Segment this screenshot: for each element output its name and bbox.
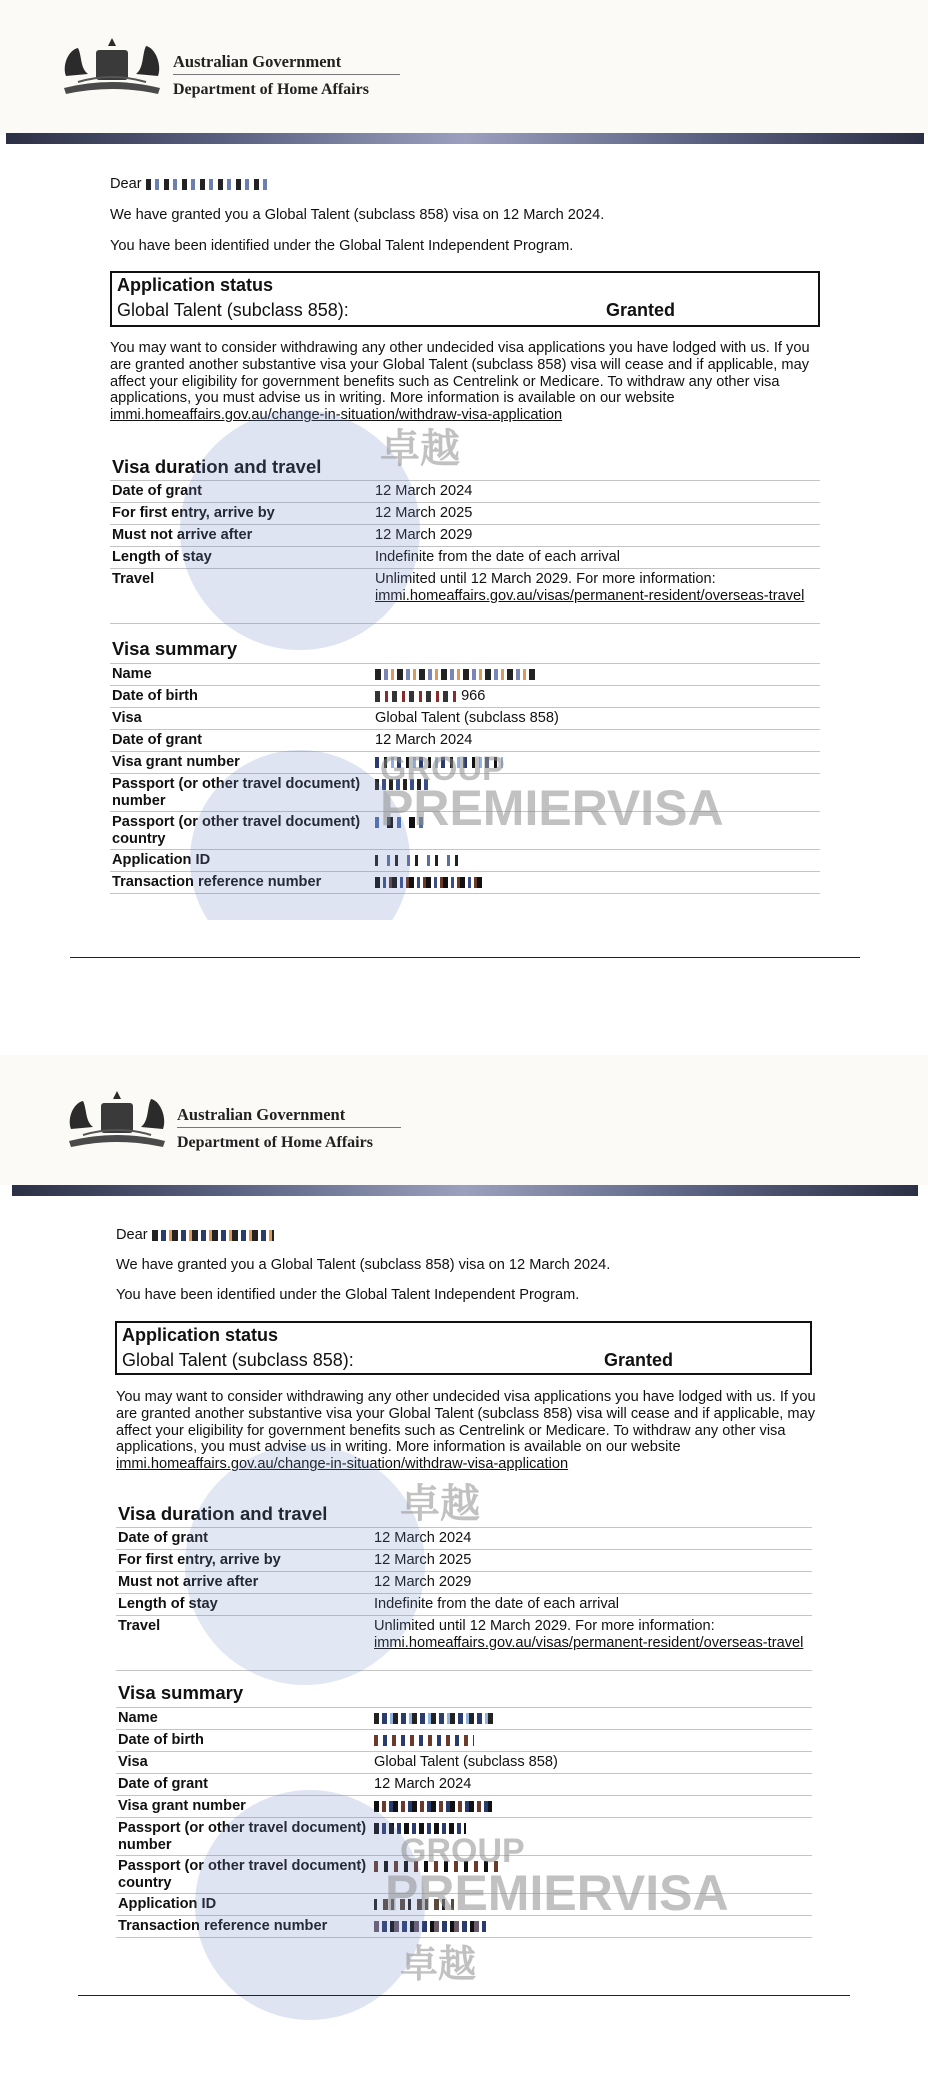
department-title: Department of Home Affairs: [173, 81, 369, 98]
table-row: Transaction reference number: [110, 871, 820, 894]
status-title: Application status: [122, 1325, 279, 1345]
withdraw-link[interactable]: immi.homeaffairs.gov.au/change-in-situation/withdraw-visa-application: [116, 1456, 569, 1473]
header-divider: [173, 74, 400, 75]
table-row: Passport (or other travel document) country: [110, 811, 820, 849]
table-row: Passport (or other travel document) number: [110, 773, 820, 811]
table-row: For first entry, arrive by 12 March 2025: [116, 1549, 812, 1571]
intro-grant: We have granted you a Global Talent (subclass 858) visa on 12 March 2024.: [110, 207, 605, 223]
watermark-premiervisa: PREMIERVISA: [380, 780, 724, 836]
header-band: [12, 1185, 918, 1196]
watermark-group: GROUP: [380, 750, 505, 788]
letter-header: [0, 1055, 928, 1185]
table-row: Must not arrive after 12 March 2029: [116, 1571, 812, 1593]
status-value: Granted: [604, 1350, 674, 1370]
redacted-value: [374, 1735, 474, 1746]
withdraw-paragraph: You may want to consider withdrawing any other undecided visa applications you have lodged with us. If you are granted another substantive visa your Global Talent (subclass 858) visa will cease and if applicable, may affect your eligibility for government benefits such as Centrelink or Medicare. To withdraw any other visa applications, you must advise us in writing. More information is available on our website immi.homeaffairs.gov.au/change-in-situation/withdraw-visa-application: [116, 1389, 816, 1473]
summary-title: Visa summary: [112, 638, 238, 659]
redacted-name: [152, 1230, 274, 1241]
application-status-box: [115, 1321, 812, 1375]
department-title: Department of Home Affairs: [177, 1134, 373, 1151]
redacted-value: [374, 1921, 486, 1932]
watermark-group: GROUP: [400, 1832, 525, 1870]
page-end-rule: [70, 957, 860, 958]
table-row: Must not arrive after 12 March 2029: [110, 524, 820, 546]
duration-title: Visa duration and travel: [118, 1503, 328, 1524]
summary-table: [110, 663, 820, 894]
redacted-value: [375, 877, 485, 888]
summary-title: Visa summary: [118, 1682, 244, 1703]
redacted-value: [375, 855, 467, 866]
withdraw-paragraph: You may want to consider withdrawing any other undecided visa applications you have lodged with us. If you are granted another substantive visa your Global Talent (subclass 858) visa will cease and if applicable, may affect your eligibility for government benefits such as Centrelink or Medicare. To withdraw any other visa applications, you must advise us in writing. More information is available on our website immi.homeaffairs.gov.au/change-in-situation/withdraw-visa-application: [110, 340, 810, 424]
table-row: Visa Global Talent (subclass 858): [110, 707, 820, 729]
table-row: Visa Global Talent (subclass 858): [116, 1751, 812, 1773]
status-label: Global Talent (subclass 858):: [122, 1350, 354, 1370]
duration-title: Visa duration and travel: [112, 456, 322, 477]
table-row: Date of grant 12 March 2024: [110, 480, 820, 502]
table-row: Name: [116, 1707, 812, 1729]
intro-program: You have been identified under the Global Talent Independent Program.: [110, 238, 574, 254]
redacted-value: [374, 1899, 454, 1910]
duration-table: [110, 480, 820, 624]
table-row: Length of stay Indefinite from the date of each arrival: [110, 546, 820, 568]
intro-program: You have been identified under the Global Talent Independent Program.: [116, 1287, 580, 1303]
withdraw-link[interactable]: immi.homeaffairs.gov.au/change-in-situation/withdraw-visa-application: [110, 407, 563, 424]
overseas-travel-link[interactable]: immi.homeaffairs.gov.au/visas/permanent-resident/overseas-travel: [374, 1634, 804, 1651]
table-row: Application ID: [116, 1893, 812, 1915]
status-title: Application status: [117, 275, 274, 295]
table-row: Travel Unlimited until 12 March 2029. For more information: immi.homeaffairs.gov.au/visas/permanent-resident/overseas-travel: [116, 1615, 812, 1671]
redacted-value: [375, 691, 457, 702]
application-status-box: [110, 271, 820, 327]
header-divider: [177, 1127, 401, 1128]
redacted-value: [375, 757, 503, 768]
table-row: For first entry, arrive by 12 March 2025: [110, 502, 820, 524]
redacted-value: [374, 1823, 466, 1834]
table-row: Application ID: [110, 849, 820, 871]
table-row: Date of grant 12 March 2024: [116, 1527, 812, 1549]
coat-of-arms-logo: [63, 1089, 171, 1151]
watermark-premiervisa: PREMIERVISA: [385, 1865, 729, 1921]
table-row: Date of grant 12 March 2024: [110, 729, 820, 751]
table-row: Travel Unlimited until 12 March 2029. For more information: immi.homeaffairs.gov.au/visas/permanent-resident/overseas-travel: [110, 568, 820, 624]
redacted-value: [374, 1801, 492, 1812]
watermark-cn-lower: 卓越: [400, 1944, 477, 1986]
status-label: Global Talent (subclass 858):: [117, 300, 349, 320]
page-end-rule: [78, 1995, 850, 1996]
table-row: Name: [110, 663, 820, 685]
letter-header: [0, 0, 928, 135]
table-row: Transaction reference number: [116, 1915, 812, 1938]
greeting: Dear: [116, 1227, 274, 1244]
header-band: [6, 133, 924, 144]
redacted-value: [375, 817, 429, 828]
table-row: Date of birth 966: [110, 685, 820, 707]
table-row: Date of birth: [116, 1729, 812, 1751]
overseas-travel-link[interactable]: immi.homeaffairs.gov.au/visas/permanent-resident/overseas-travel: [375, 587, 805, 604]
redacted-name: [146, 179, 272, 190]
greeting: Dear: [110, 176, 272, 193]
table-row: Length of stay Indefinite from the date of each arrival: [116, 1593, 812, 1615]
summary-table: [116, 1707, 812, 1938]
table-row: Visa grant number: [116, 1795, 812, 1817]
table-row: Passport (or other travel document) country: [116, 1855, 812, 1893]
table-row: Passport (or other travel document) number: [116, 1817, 812, 1855]
watermark-cn: 卓越: [400, 1482, 480, 1526]
duration-table: [116, 1527, 812, 1671]
intro-grant: We have granted you a Global Talent (subclass 858) visa on 12 March 2024.: [116, 1257, 611, 1273]
table-row: Date of grant 12 March 2024: [116, 1773, 812, 1795]
gov-title: Australian Government: [177, 1105, 346, 1124]
redacted-value: [375, 669, 537, 680]
status-value: Granted: [606, 300, 676, 320]
watermark-cn: 卓越: [380, 427, 460, 471]
coat-of-arms-logo: [58, 36, 166, 98]
table-row: Visa grant number: [110, 751, 820, 773]
redacted-value: [374, 1861, 500, 1872]
redacted-value: [375, 779, 431, 790]
redacted-value: [374, 1713, 496, 1724]
gov-title: Australian Government: [173, 52, 342, 71]
